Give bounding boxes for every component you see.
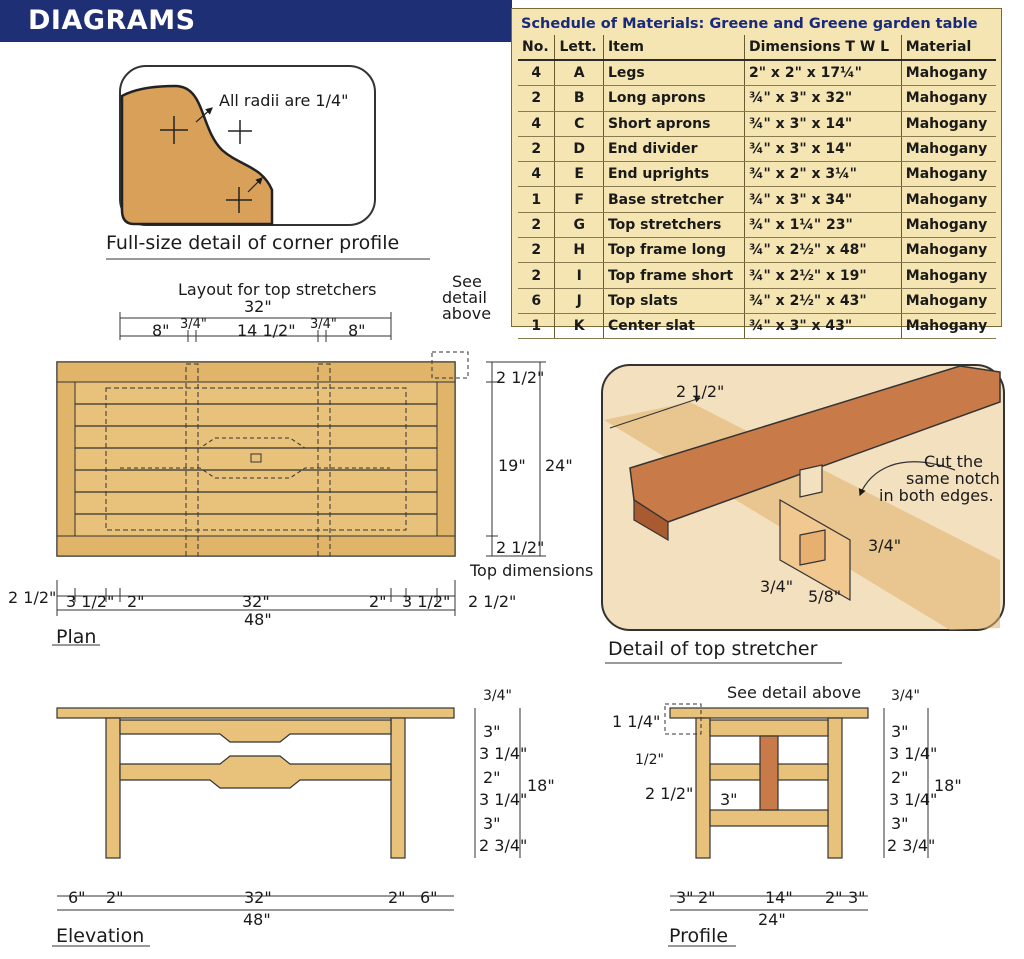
table-cell: D: [555, 136, 604, 161]
profile-bottom-dim-3: 14": [765, 888, 793, 907]
table-cell: ¾" x 3" x 34": [745, 187, 902, 212]
table-cell: ¾" x 2½" x 48": [745, 238, 902, 263]
table-cell: 2: [518, 136, 555, 161]
profile-dim-4: 2": [891, 768, 909, 787]
table-cell: C: [555, 111, 604, 136]
elev-dim-6: 3": [483, 814, 501, 833]
plan-right-dim-2: 19": [498, 456, 526, 475]
table-cell: K: [555, 313, 604, 338]
plan-bottom-dim-4: 32": [242, 592, 270, 611]
elev-dim-1: 3/4": [483, 688, 512, 704]
elev-height: 18": [527, 776, 555, 795]
table-cell: A: [555, 60, 604, 86]
plan-right-dim-3: 2 1/2": [496, 538, 545, 557]
elevation-caption: Elevation: [56, 925, 145, 947]
profile-bottom-dim-1: 3": [676, 888, 694, 907]
table-cell: Mahogany: [901, 187, 996, 212]
table-cell: 4: [518, 60, 555, 86]
table-cell: 1: [518, 187, 555, 212]
profile-dim-3: 3 1/4": [889, 744, 938, 763]
table-cell: Base stretcher: [603, 187, 744, 212]
profile-view: [665, 704, 928, 946]
profile-bottom-dim-5: 3": [848, 888, 866, 907]
elev-bottom-dim-1: 6": [68, 888, 86, 907]
profile-bottom-total: 24": [758, 910, 786, 929]
corner-profile-caption: Full-size detail of corner profile: [106, 232, 400, 254]
table-cell: ¾" x 3" x 32": [745, 86, 902, 111]
table-cell: End divider: [603, 136, 744, 161]
table-cell: ¾" x 2½" x 19": [745, 263, 902, 288]
stretcher-dim-1: 2 1/2": [676, 382, 725, 401]
see-detail-line-3: above: [442, 304, 492, 323]
table-cell: Mahogany: [901, 288, 996, 313]
elev-dim-3: 3 1/4": [479, 744, 528, 763]
table-cell: ¾" x 3" x 14": [745, 136, 902, 161]
table-cell: H: [555, 238, 604, 263]
table-cell: Mahogany: [901, 60, 996, 86]
stretcher-dim-4: 5/8": [808, 587, 842, 606]
table-cell: Mahogany: [901, 86, 996, 111]
table-cell: Legs: [603, 60, 744, 86]
table-header: No.: [518, 35, 555, 60]
table-cell: Mahogany: [901, 263, 996, 288]
table-cell: ¾" x 3" x 14": [745, 111, 902, 136]
profile-left-dim-1: 1 1/4": [612, 712, 661, 731]
table-cell: Center slat: [603, 313, 744, 338]
plan-bottom-dim-5: 2": [369, 592, 387, 611]
profile-height: 18": [934, 776, 962, 795]
table-cell: ¾" x 2" x 3¼": [745, 162, 902, 187]
elev-bottom-dim-3: 32": [244, 888, 272, 907]
table-cell: 4: [518, 162, 555, 187]
profile-dim-5: 3 1/4": [889, 790, 938, 809]
profile-dim-7: 2 3/4": [887, 836, 936, 855]
profile-dim-2: 3": [891, 722, 909, 741]
plan-layout-label: Layout for top stretchers: [178, 280, 377, 299]
profile-dim-6: 3": [891, 814, 909, 833]
corner-radii-note: All radii are 1/4": [219, 91, 349, 110]
elev-bottom-dim-5: 6": [420, 888, 438, 907]
table-cell: 6: [518, 288, 555, 313]
plan-bottom-total: 48": [244, 610, 272, 629]
stretcher-caption: Detail of top stretcher: [608, 638, 818, 660]
table-cell: Mahogany: [901, 313, 996, 338]
table-cell: 2: [518, 86, 555, 111]
profile-bottom-dim-2: 2": [698, 888, 716, 907]
plan-bottom-dim-2: 3 1/2": [66, 592, 115, 611]
plan-layout-dim-4: 3/4": [310, 317, 337, 332]
table-cell: ¾" x 1¼" 23": [745, 212, 902, 237]
elev-dim-2: 3": [483, 722, 501, 741]
table-cell: ¾" x 3" x 43": [745, 313, 902, 338]
see-detail-line-1: See: [452, 272, 482, 291]
see-detail-line-2: detail: [442, 288, 487, 307]
stretcher-note-3: in both edges.: [879, 486, 994, 505]
plan-caption: Plan: [56, 626, 97, 648]
table-cell: Top stretchers: [603, 212, 744, 237]
plan-bottom-dim-7: 2 1/2": [468, 592, 517, 611]
elev-bottom-dim-4: 2": [388, 888, 406, 907]
table-header: Material: [901, 35, 996, 60]
table-cell: B: [555, 86, 604, 111]
table-cell: Long aprons: [603, 86, 744, 111]
table-cell: J: [555, 288, 604, 313]
table-cell: Short aprons: [603, 111, 744, 136]
plan-bottom-dim-6: 3 1/2": [402, 592, 451, 611]
stretcher-note-2: same notch: [906, 469, 1000, 488]
table-cell: 2: [518, 238, 555, 263]
table-cell: 2" x 2" x 17¼": [745, 60, 902, 86]
table-header: Lett.: [555, 35, 604, 60]
profile-bottom-dim-4: 2": [825, 888, 843, 907]
table-cell: Top frame long: [603, 238, 744, 263]
table-cell: Mahogany: [901, 212, 996, 237]
table-cell: F: [555, 187, 604, 212]
table-cell: G: [555, 212, 604, 237]
plan-bottom-dim-3: 2": [127, 592, 145, 611]
profile-left-dim-3: 2 1/2": [645, 784, 694, 803]
plan-right-dim-1: 2 1/2": [496, 368, 545, 387]
plan-layout-dim-2: 3/4": [180, 317, 207, 332]
profile-see-detail: See detail above: [727, 683, 862, 702]
profile-dim-1: 3/4": [891, 688, 920, 704]
page-title: DIAGRAMS: [28, 5, 196, 36]
elev-dim-5: 3 1/4": [479, 790, 528, 809]
table-header: Dimensions T W L: [745, 35, 902, 60]
stretcher-detail: [602, 365, 1004, 663]
table-header: Item: [603, 35, 744, 60]
stretcher-note-1: Cut the: [924, 452, 983, 471]
plan-layout-dim-1: 8": [152, 321, 170, 340]
plan-layout-total: 32": [244, 297, 272, 316]
plan-bottom-dim-1: 2 1/2": [8, 588, 57, 607]
profile-caption: Profile: [669, 925, 729, 947]
table-cell: Mahogany: [901, 111, 996, 136]
elevation-view: [52, 708, 520, 946]
elev-dim-4: 2": [483, 768, 501, 787]
table-cell: 4: [518, 111, 555, 136]
schedule-title: Schedule of Materials: Greene and Greene garden table: [521, 16, 978, 32]
profile-left-dim-2: 1/2": [635, 752, 664, 768]
stretcher-dim-2: 3/4": [868, 536, 902, 555]
table-cell: Mahogany: [901, 162, 996, 187]
elev-dim-7: 2 3/4": [479, 836, 528, 855]
elev-bottom-total: 48": [243, 910, 271, 929]
top-dimensions-label: Top dimensions: [470, 561, 594, 580]
table-cell: End uprights: [603, 162, 744, 187]
table-cell: E: [555, 162, 604, 187]
table-cell: 2: [518, 263, 555, 288]
table-cell: 2: [518, 212, 555, 237]
table-cell: I: [555, 263, 604, 288]
table-cell: Top slats: [603, 288, 744, 313]
table-cell: Mahogany: [901, 238, 996, 263]
profile-left-dim-4: 3": [720, 790, 738, 809]
table-cell: ¾" x 2½" x 43": [745, 288, 902, 313]
table-cell: Top frame short: [603, 263, 744, 288]
table-cell: Mahogany: [901, 136, 996, 161]
table-cell: 1: [518, 313, 555, 338]
plan-layout-dim-5: 8": [348, 321, 366, 340]
elev-bottom-dim-2: 2": [106, 888, 124, 907]
stretcher-dim-3: 3/4": [760, 577, 794, 596]
plan-layout-dim-3: 14 1/2": [237, 321, 296, 340]
plan-right-dim-total: 24": [545, 456, 573, 475]
